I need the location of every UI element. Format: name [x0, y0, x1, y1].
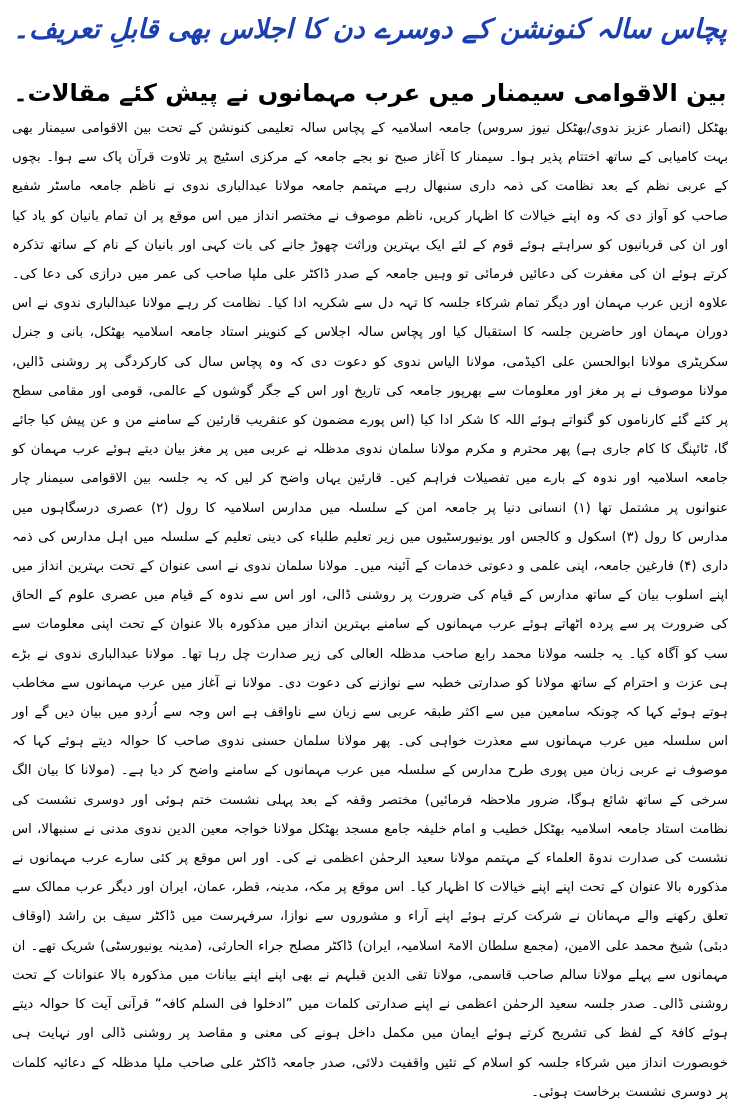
subheadline: بین الاقوامی سیمنار میں عرب مہمانوں نے پیش کئے مقالات۔	[13, 79, 727, 107]
headline: پچاس سالہ کنونشن کے دوسرے دن کا اجلاس بھی قابلِ تعریف۔	[13, 14, 727, 45]
article-body: بھٹکل (انصار عزیز ندوی/بھٹکل نیوز سروس) جامعہ اسلامیہ کے پچاس سالہ تعلیمی کنونشن کے تحت بین الاقوامی سیمنار بھی بہت کامیابی کے ساتھ اختتام پذیر ہوا۔ سیمنار کا آغاز صبح نو بجے جامعہ کے مرکزی اسٹیج پر تلاوت قرآن پاک سے ہوا۔ بچوں کے عربی نظم کے بعد نظامت کی ذمہ داری سنبھال رہے مہتمم جامعہ مولانا عبدالباری ندوی نے ناظم جامعہ ماسٹر شفیع صاحب کو آواز دی کہ وہ اپنے خیالات کا اظہار کریں، ناظم موصوف نے مختصر انداز میں اس موقع پر ان تمام بانیان کو یاد کیا اور ان کی قربانیوں کو سراہتے ہوئے قوم کے لئے ایک بہترین وراثت چھوڑ جانے کی بات کہی اور بانیان کے نام کے ساتھ تذکرہ کرتے ہوئے ان کی مغفرت کی دعائیں فرمائی تو وہیں جامعہ کے صدر ڈاکٹر علی ملپا صاحب کی عمر میں درازی کی دعا کی۔ علاوہ ازیں عرب مہمان اور دیگر تمام شرکاء جلسہ کا تہہ دل سے شکریہ ادا کیا۔ نظامت کر رہے مولانا عبدالباری ندوی نے اس دوران مہمان اور حاضرین جلسہ کا استقبال کیا اور پچاس سالہ اجلاس کے کنوینر استاد جامعہ اسلامیہ بھٹکل، بانی و جنرل سکریٹری مولانا ابوالحسن علی اکیڈمی، مولانا الیاس ندوی کو دعوت دی کہ وہ پچاس سال کی کارکردگی پر روشنی ڈالیں، مولانا موصوف نے پر مغز اور معلومات سے بھرپور جامعہ کی تاریخ اور اس کے جگر گوشوں کے عالمی، قومی اور مقامی سطح پر کئے گئے کارناموں کو گنواتے ہوئے اللہ کا شکر ادا کیا (اس پورے مضمون کو عنقریب قارئین کے سامنے من و عن پیش کیا جائے گا، ٹائپنگ کا کام جاری ہے) پھر محترم و مکرم مولانا سلمان ندوی مدظلہ نے عربی میں پر مغز بیان دیتے ہوئے عرب مہمان کو جامعہ اسلامیہ اور ندوہ کے بارے میں تفصیلات فراہم کیں۔ قارئین یہاں واضح کر لیں کہ یہ جلسہ بین الاقوامی سیمنار چار عنوانوں پر مشتمل تھا (۱) انسانی دنیا پر جامعہ امن کے سلسلہ میں مدارس اسلامیہ کا رول (۲) عصری درسگاہوں میں مدارس کا رول (۳) اسکول و کالجس اور یونیورسٹیوں میں زیر تعلیم طلباء کی دینی تعلیم کے سلسلہ میں اہل مدارس کی ذمہ داری (۴) فارغین جامعہ، اپنی علمی و دعوتی خدمات کے آئینہ میں۔ مولانا سلمان ندوی نے اسی عنوان کے تحت بہترین انداز میں اپنے اسلوب بیان کے ساتھ مدارس کے قیام کی ضرورت پر روشنی ڈالی، اور اس سے ندوہ کے قیام میں عصری علوم کے الحاق کی ضرورت پر سے پردہ اٹھاتے ہوئے عرب مہمانوں کے سامنے بہترین انداز میں مذکورہ بالا عنوان کے تحت اپنی معلومات سے سب کو آگاہ کیا۔ یہ جلسہ مولانا محمد رابع صاحب مدظلہ العالی کی زیر صدارت چل رہا تھا۔ مولانا عبدالباری ندوی نے بڑے ہی عزت و احترام کے ساتھ مولانا کو صدارتی خطبہ سے نوازنے کی دعوت دی۔ مولانا نے آغاز میں عرب مہمانوں سے مخاطب ہوتے ہوئے کہا کہ چونکہ سامعین میں سے اکثر طبقہ عربی سے زبان سے ناواقف ہے اس وجہ سے اُردو میں بیان دیں گے اور اس سلسلہ میں عرب مہمانوں سے معذرت خواہی کی۔ پھر مولانا سلمان حسنی ندوی صاحب کا حوالہ دیتے ہوئے کہا کہ موصوف نے عربی زبان میں پوری طرح مدارس کے سلسلہ میں عرب مہمانوں کے سامنے واضح کر دیا ہے۔ (مولانا کا بیان الگ سرخی کے ساتھ شائع ہوگا، ضرور ملاحظہ فرمائیں) مختصر وقفہ کے بعد پہلی نشست ختم ہوئی اور دوسری نشست کی نظامت استاد جامعہ اسلامیہ بھٹکل خطیب و امام خلیفہ جامع مسجد بھٹکل مولانا خواجہ معین الدین ندوی مدنی نے سنبھالا، اس نشست کی صدارت ندوۃ العلماء کے مہتمم مولانا سعید الرحمٰن اعظمی نے کی۔ اور اس موقع پر کئی سارے عرب مہمانوں نے مذکورہ بالا عنوان کے تحت اپنے اپنے خیالات کا اظہار کیا۔ اس موقع پر مکہ، مدینہ، قطر، عمان، ایران اور دیگر عرب ممالک سے تعلق رکھنے والے مہمانان نے شرکت کرتے ہوئے اپنے آراء و مشوروں سے نوازا، سرفہرست میں ڈاکٹر سیف بن راشد (اوقاف دبئی) شیخ محمد علی الامین، (مجمع سلطان الامۃ اسلامیہ، ایران) ڈاکٹر مصلح جراء الحارثی، (مدینہ یونیورسٹی) شریک تھے۔ ان مہمانوں سے پہلے مولانا سالم صاحب قاسمی، مولانا تقی الدین قبلہم نے بھی اپنے اپنے بیانات میں مذکورہ بالا عنوانات کے تحت روشنی ڈالی۔ صدر جلسہ سعید الرحمٰن اعظمی نے اپنے صدارتی کلمات میں ”ادخلوا فی السلم کافہ“ قرآنی آیت کا حوالہ دیتے ہوئے کافۃ کے لفظ کی تشریح کرتے ہوئے ایمان میں مکمل داخل ہونے کی معنی و مقاصد پر روشنی ڈالی اور نہایت ہی خوبصورت انداز میں شرکاء جلسہ کو اسلام کے تئیں واقفیت دلائی، صدر جامعہ ڈاکٹر علی صاحب ملپا مدظلہ کے دعائیہ کلمات پر دوسری نشست برخاست ہوئی۔	[12, 121, 729, 1100]
